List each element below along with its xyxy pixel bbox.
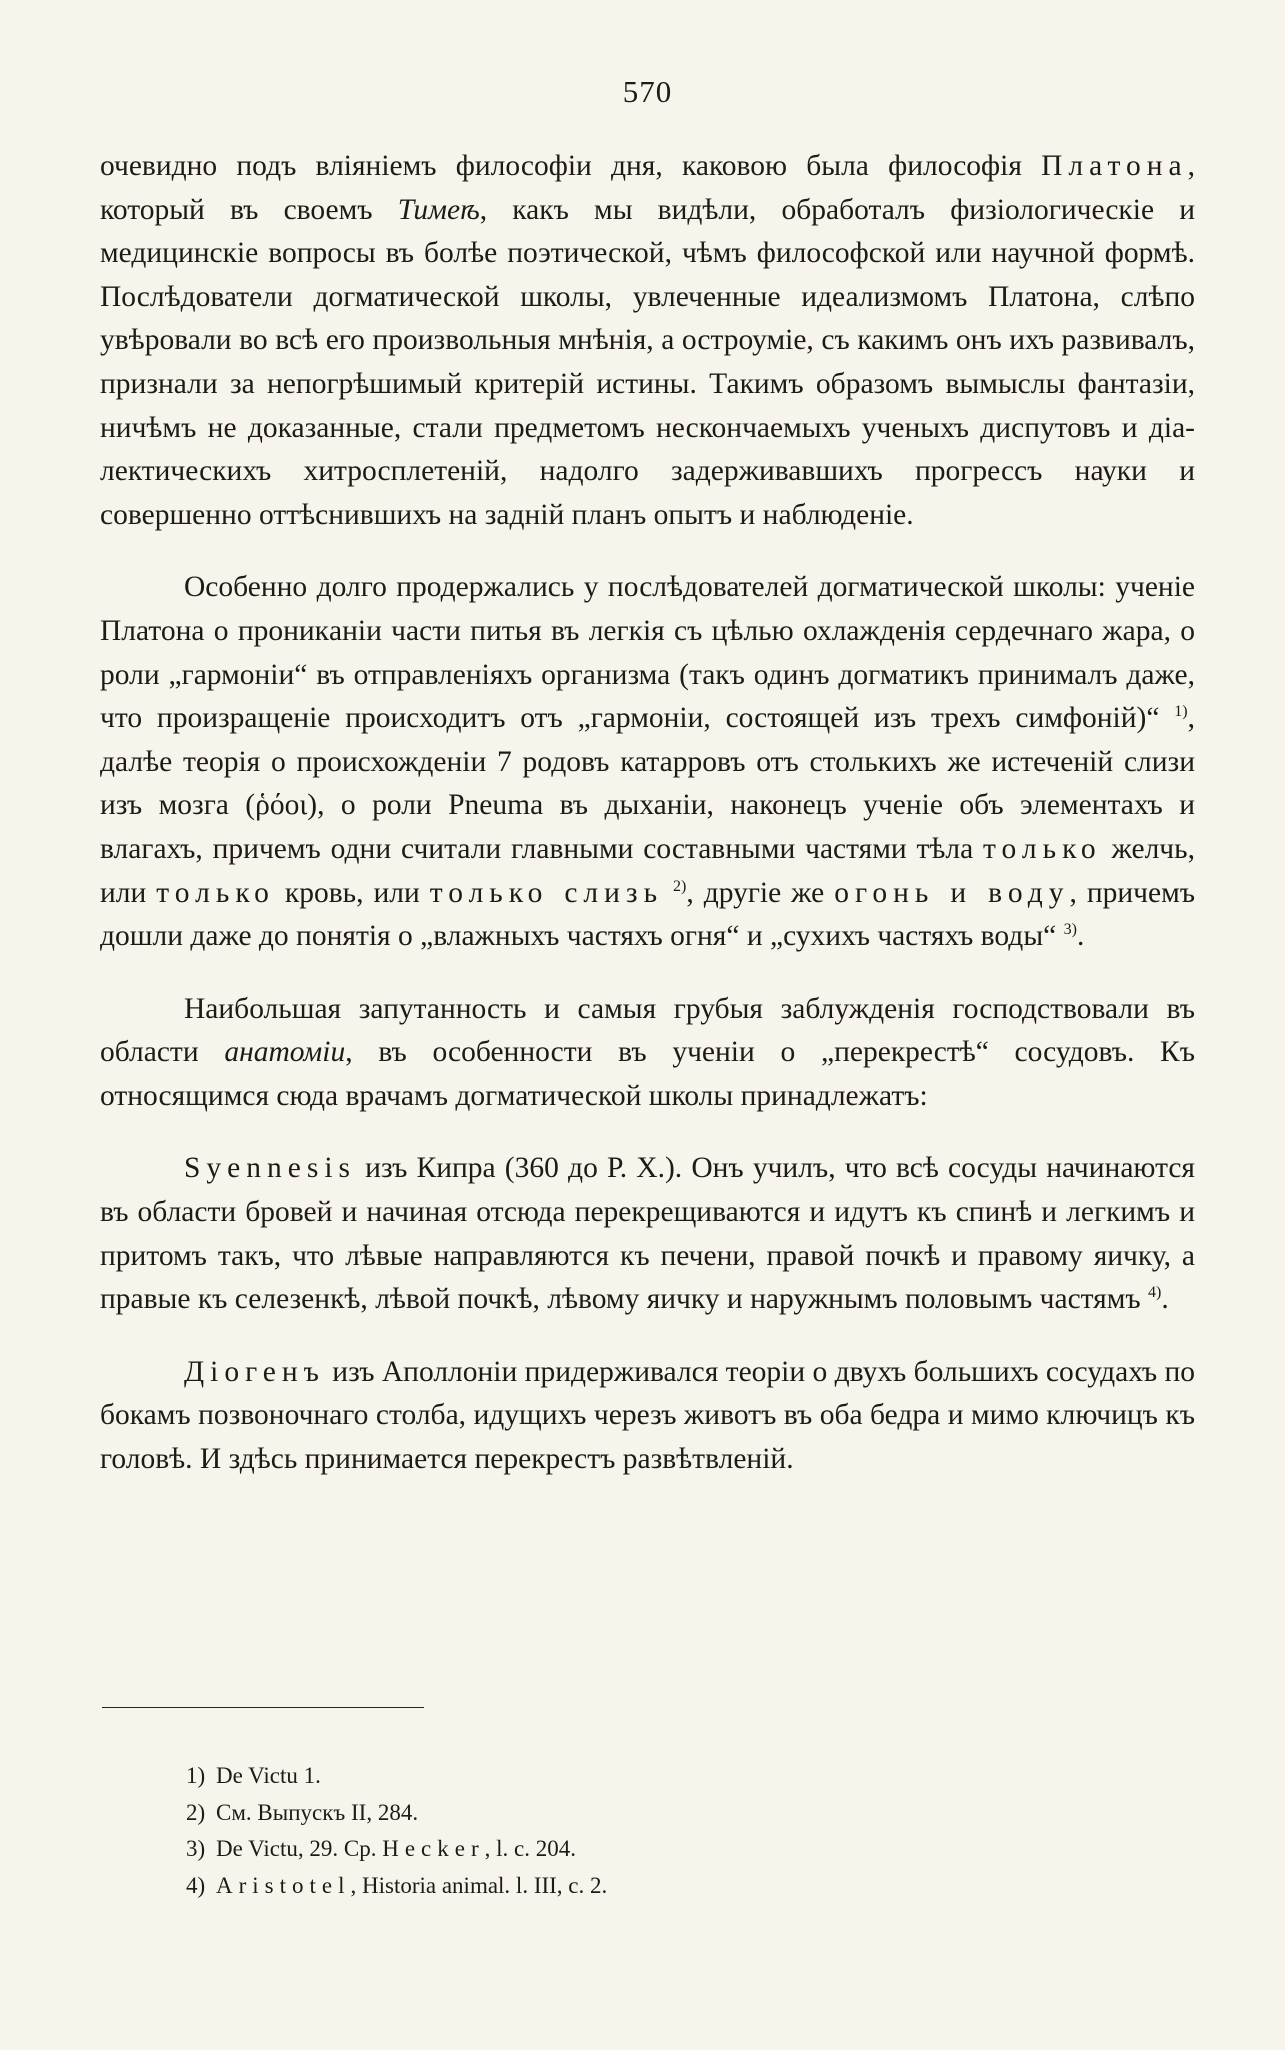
spaced-text: Діогенъ: [184, 1355, 325, 1388]
italic-text: анатоміи: [224, 1036, 346, 1069]
paragraph: [100, 566, 1195, 958]
text-run: , далѣе теорія о происхожденіи 7 родовъ катарровъ отъ столькихъ же истеченій слизи изъ мозга (ῥόοι), о роли Pneuma въ дыханіи, наконецъ ученіе объ элементахъ и влагахъ, причемъ одни считали главными составными частями тѣла: [100, 702, 1195, 865]
text-run: .: [1161, 1283, 1169, 1316]
spaced-text: только слизь: [429, 876, 664, 909]
paragraph: [100, 1351, 1195, 1482]
paragraph: [100, 988, 1195, 1119]
footnote: [186, 1868, 1086, 1905]
text-run: De Victu 1.: [216, 1763, 321, 1788]
text-run: , какъ мы видѣли, обработалъ физіологическіе и медицинскіе вопросы въ болѣе поэтической, чѣмъ философской или научной формѣ. Послѣдователи догматической школы, увлеченные идеализмомъ Платона, слѣпо увѣровали во всѣ его произвольныя мнѣнія, а остроуміе, съ какимъ онъ ихъ развивалъ, признали за непогрѣшимый критерій истины. Такимъ образомъ вымыслы фантазіи, ничѣмъ не доказанные, стали предметомъ нескончаемыхъ ученыхъ диспутовъ и діалектическихъ хитросплетеній, надолго задерживавшихъ прогрессъ науки и совершенно оттѣснившихъ на задній планъ опытъ и наблюденіе.: [100, 193, 1195, 531]
footnote-reference: 4): [1148, 1284, 1162, 1302]
text-run: очевидно подъ вліяніемъ философіи дня, каковою была философія: [100, 150, 1042, 182]
text-run: , другіе же: [686, 876, 835, 909]
text-run: См. Выпускъ II, 284.: [216, 1799, 419, 1825]
book-page: [100, 0, 1195, 2050]
spaced-text: Hecker: [382, 1836, 485, 1861]
paragraph: [100, 1147, 1195, 1321]
text-run: изъ Кипра (360 до Р. Х.). Онъ училъ, что всѣ сосуды начинаются въ области бровей и начиная отсюда перекрещиваются и идутъ къ спинѣ и легкимъ и притомъ такъ, что лѣвые направляются къ печени, правой почкѣ и правому яичку, а правые къ селезенкѣ, лѣвой почкѣ, лѣвому яичку и наружнымъ половымъ частямъ: [100, 1152, 1195, 1316]
footnote-marker: 4): [186, 1872, 206, 1898]
text-run: , Historia animal. l. III, c. 2.: [350, 1872, 608, 1898]
footnotes: [186, 1758, 1086, 1904]
footnote: [186, 1795, 1086, 1832]
text-run: желчь, или: [100, 832, 1195, 909]
footnote: [186, 1758, 1086, 1795]
text-run: Особенно долго продержались у послѣдователей догматической школы: ученіе Платона о проникaніи части питья въ легкія съ цѣлью охлажденія сердечнаго жара, о роли „гармоніи“ въ отправленіяхъ организма (такъ одинъ догматикъ принималъ даже, что произращеніе происходитъ отъ „гармоніи, состоящей изъ трехъ симфоній)“: [100, 571, 1195, 735]
footnote-reference: 2): [673, 877, 687, 895]
spaced-text: Syennesis: [184, 1152, 356, 1185]
text-run: , въ особенности въ ученіи о „перекрестѣ“ сосудовъ. Къ относящимся сюда врачамъ догматической школы принадлежатъ:: [100, 1036, 1195, 1112]
text-run: De Victu, 29. Ср.: [216, 1836, 383, 1861]
text-run: Наибольшая запутанность и самыя грубыя заблужденія господствовали въ области: [100, 992, 1195, 1069]
spaced-text: огонь и воду: [834, 876, 1070, 909]
footnote: [186, 1831, 1086, 1868]
spaced-text: только: [156, 876, 275, 909]
text-run: , l. c. 204.: [484, 1836, 576, 1861]
spaced-text: Aristotel: [216, 1872, 351, 1898]
spaced-text: только: [983, 832, 1102, 865]
text-run: [663, 877, 673, 909]
text-run: изъ Аполлоніи придерживался теоріи о двухъ большихъ сосудахъ по бокамъ позвоночнаго столба, идущихъ черезъ животъ въ оба бедра и мимо ключицъ къ головѣ. И здѣсь принимается перекрестъ развѣтвленій.: [100, 1355, 1195, 1476]
page-number: 570: [622, 74, 673, 109]
footnote-marker: 1): [186, 1763, 206, 1788]
spaced-text: Платона: [1041, 150, 1188, 182]
footnote-marker: 2): [186, 1799, 206, 1825]
text-run: .: [1076, 920, 1085, 953]
text-run: кровь, или: [274, 876, 430, 909]
paragraph: [100, 145, 1195, 537]
footnote-separator: [102, 1707, 424, 1708]
text-run: , который въ своемъ: [100, 150, 1195, 226]
footnote-reference: 1): [1174, 703, 1188, 721]
italic-text: Тимеѣ: [397, 193, 480, 226]
body-text: [100, 145, 1195, 1511]
footnote-reference: 3): [1063, 921, 1077, 939]
footnote-marker: 3): [186, 1836, 206, 1861]
text-run: , причемъ дошли даже до понятія о „влажныхъ частяхъ огня“ и „сухихъ частяхъ воды“: [100, 876, 1196, 953]
